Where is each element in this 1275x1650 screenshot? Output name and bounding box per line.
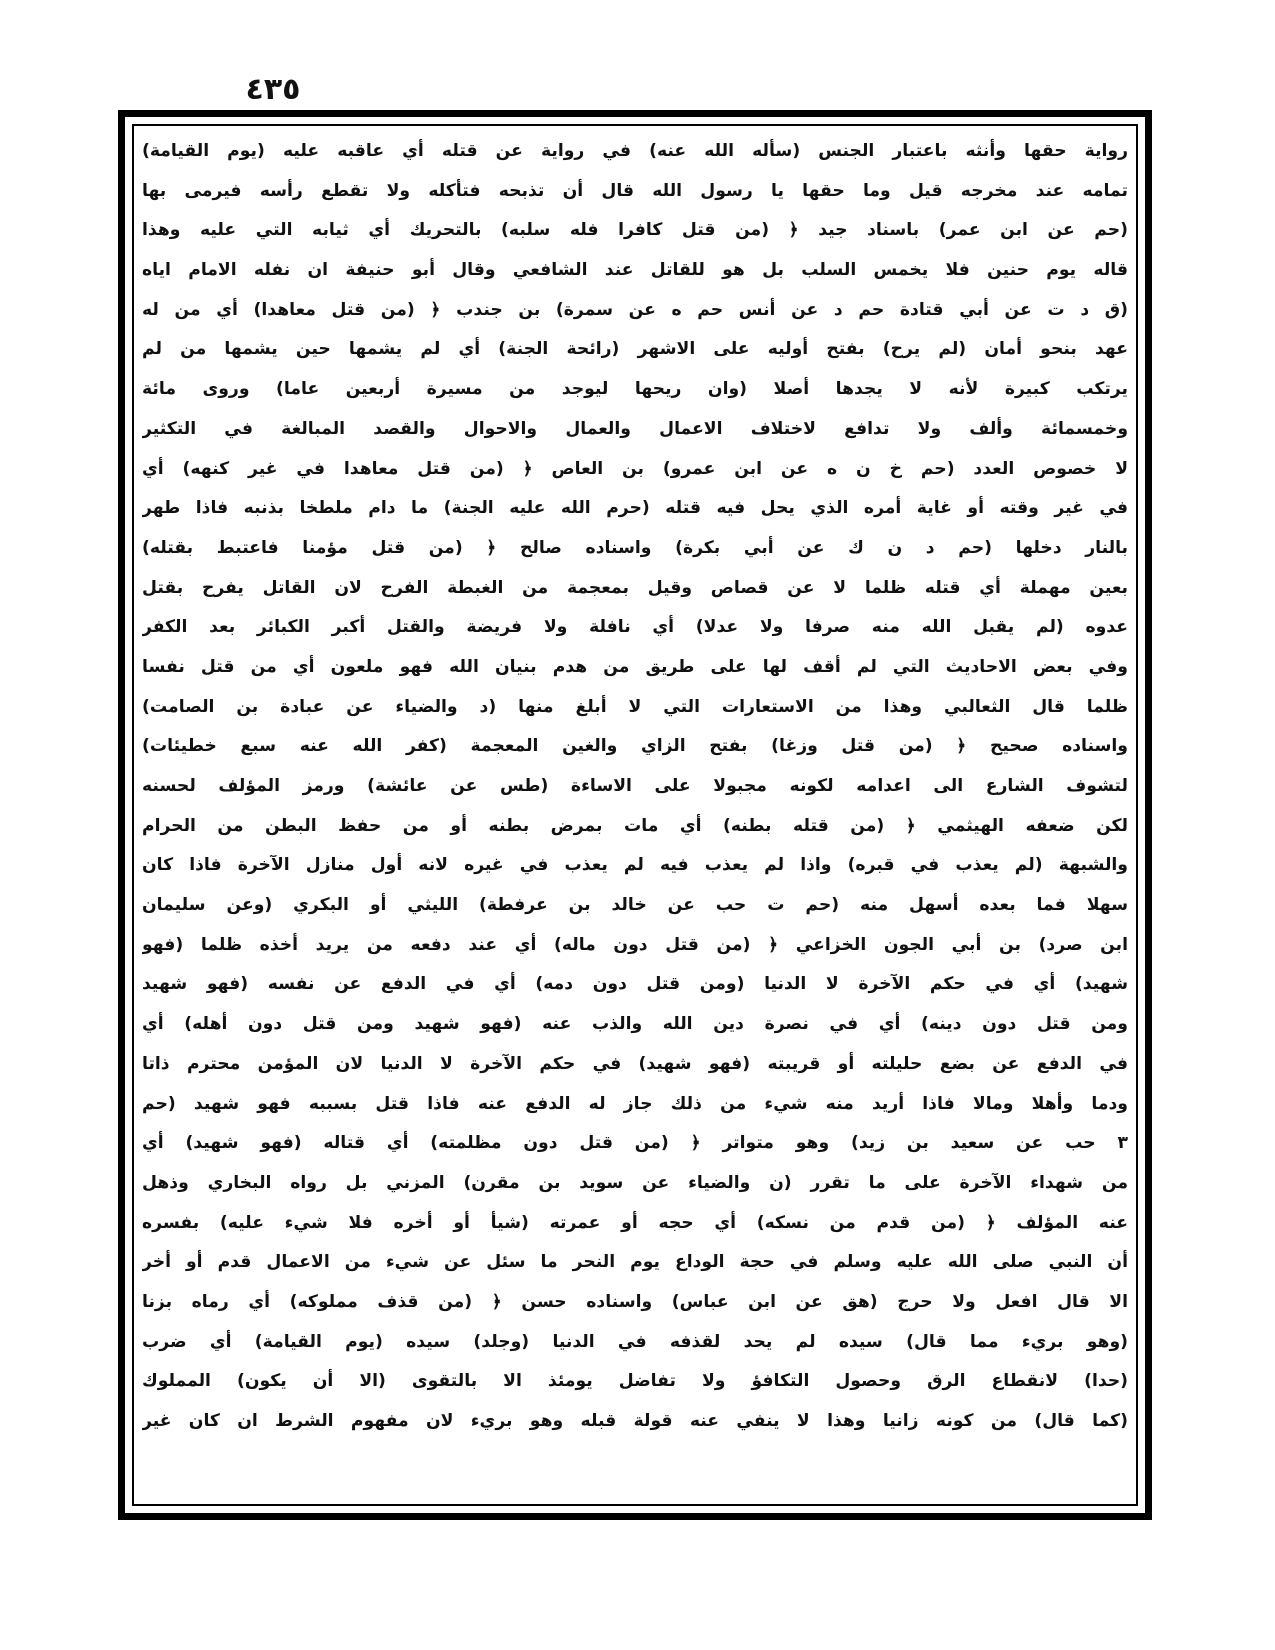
text-line: عدوه (لم يقبل الله منه صرفا ولا عدلا) أي نافلة ولا فريضة والقتل أكبر الكبائر بعد الكفر [142,617,1128,638]
text-line: (كما قال) من كونه زانيا وهذا لا ينفي عنه قولة قبله وهو بريء لان مفهوم الشرط ان كان غير [142,1411,1128,1431]
text-line: ٣ حب عن سعيد بن زيد) وهو متواتر ﴿ (من قتل دون مظلمته) أي قتاله (فهو شهيد) أي [142,1133,1128,1154]
text-line: في غير وقته أو غاية أمره الذي يحل فيه قتله (حرم الله عليه الجنة) ما دام ملطخا بذنبه فاذا طهر [142,498,1128,519]
text-line: والشبهة (لم يعذب في قبره) واذا لم يعذب فيه لم يعذب في غيره لانه أول منازل الآخرة فاذا كان [142,855,1128,876]
text-line: رواية حقها وأنثه باعتبار الجنس (سأله الله عنه) في رواية عن قتله أي عاقبه عليه (يوم القيامة) [142,141,1128,161]
text-line: ومن قتل دون دينه) أي في نصرة دين الله والذب عنه (فهو شهيد ومن قتل دون أهله) أي [142,1014,1128,1035]
text-line: لكن ضعفه الهيثمي ﴿ (من قتله بطنه) أي مات بمرض بطنه أو من حفظ البطن من الحرام [142,815,1128,836]
text-line: (حم عن ابن عمر) باسناد جيد ﴿ (من قتل كافرا فله سلبه) بالتحريك أي ثيابه التي عليه وهذا [142,220,1128,241]
text-line: (وهو بريء مما قال) سيده لم يحد لقذفه في الدنيا (وجلد) سيده (يوم القيامة) أي ضرب [142,1331,1128,1352]
text-line: واسناده صحيح ﴿ (من قتل وزغا) بفتح الزاي والغين المعجمة (كفر الله عنه سبع خطيئات) [142,736,1128,757]
body-text [142,132,1128,1498]
text-line: بالنار دخلها (حم د ن ك عن أبي بكرة) واسناده صالح ﴿ (من قتل مؤمنا فاعتبط بقتله) [142,537,1128,558]
text-line: سهلا فما بعده أسهل منه (حم ت حب عن خالد بن عرفطة) الليثي أو البكري (وعن سليمان [142,895,1128,916]
text-line: من شهداء الآخرة على ما تقرر (ن والضياء عن سويد بن مقرن) المزني بل رواه البخاري وذهل [142,1172,1128,1193]
text-line: وفي بعض الاحاديث التي لم أقف لها على طريق من هدم بنيان الله فهو ملعون أي من قتل نفسا [142,656,1128,677]
text-line: يرتكب كبيرة لأنه لا يجدها أصلا (وان ريحها ليوجد من مسيرة أربعين عاما) وروى مائة [142,379,1128,400]
text-line: أن النبي صلى الله عليه وسلم في حجة الوداع يوم النحر ما سئل عن شيء من الاعمال قدم أو أخر [142,1252,1128,1273]
text-line: في الدفع عن بضع حليلته أو قريبته (فهو شهيد) في حكم الآخرة لا الدنيا لان المؤمن محترم ذاتا [142,1053,1128,1074]
text-line: تمامه عند مخرجه قيل وما حقها يا رسول الله قال أن تذبحه فتأكله ولا تقطع رأسه فيرمى بها [142,180,1128,201]
text-line: لتشوف الشارع الى اعدامه لكونه مجبولا على الاساءة (طس عن عائشة) ورمز المؤلف لحسنه [142,776,1128,796]
text-line: لا خصوص العدد (حم خ ن ه عن ابن عمرو) بن العاص ﴿ (من قتل معاهدا في غير كنهه) أي [142,458,1128,479]
text-line: (حدا) لانقطاع الرق وحصول التكافؤ ولا تفاضل يومئذ الا بالتقوى (الا أن يكون) المملوك [142,1371,1128,1392]
text-line: شهيد) أي في حكم الآخرة لا الدنيا (ومن قتل دون دمه) أي في الدفع عن نفسه (فهو شهيد [142,974,1128,995]
text-line: عنه المؤلف ﴿ (من قدم من نسكه) أي حجه أو عمرته (شيأ أو أخره فلا شيء عليه) بفسره [142,1212,1128,1233]
text-line: (ق د ت عن أبي قتادة حم د عن أنس حم ه عن سمرة) بن جندب ﴿ (من قتل معاهدا) أي من له [142,299,1128,320]
page-number: ٤٣٥ [245,72,301,107]
text-line: وخمسمائة وألف ولا تدافع لاختلاف الاعمال والعمال والاحوال والقصد المبالغة في التكثير [142,418,1128,439]
text-line: ودما وأهلا ومالا فاذا أريد منه شيء من ذلك جاز له الدفع عنه فاذا قتل بسببه فهو شهيد (حم [142,1093,1128,1114]
text-line: قاله يوم حنين فلا يخمس السلب بل هو للقاتل عند الشافعي وقال أبو حنيفة ان نفله الامام اياه [142,260,1128,281]
text-line: ابن صرد) بن أبي الجون الخزاعي ﴿ (من قتل دون ماله) أي عند دفعه من يريد أخذه ظلما (فهو [142,934,1128,955]
text-line: عهد بنحو أمان (لم يرح) بفتح أوليه على الاشهر (رائحة الجنة) أي لم يشمها حين يشمها من لم [142,339,1128,360]
text-line: الا قال افعل ولا حرج (هق عن ابن عباس) واسناده حسن ﴿ (من قذف مملوكه) أي رماه بزنا [142,1291,1128,1312]
text-line: ظلما قال الثعالبي وهذا من الاستعارات التي لا أبلغ منها (د والضياء عن عبادة بن الصامت) [142,696,1128,717]
text-line: بعين مهملة أي قتله ظلما لا عن قصاص وقيل بمعجمة من الغبطة الفرح لان القاتل يفرح بقتل [142,577,1128,598]
